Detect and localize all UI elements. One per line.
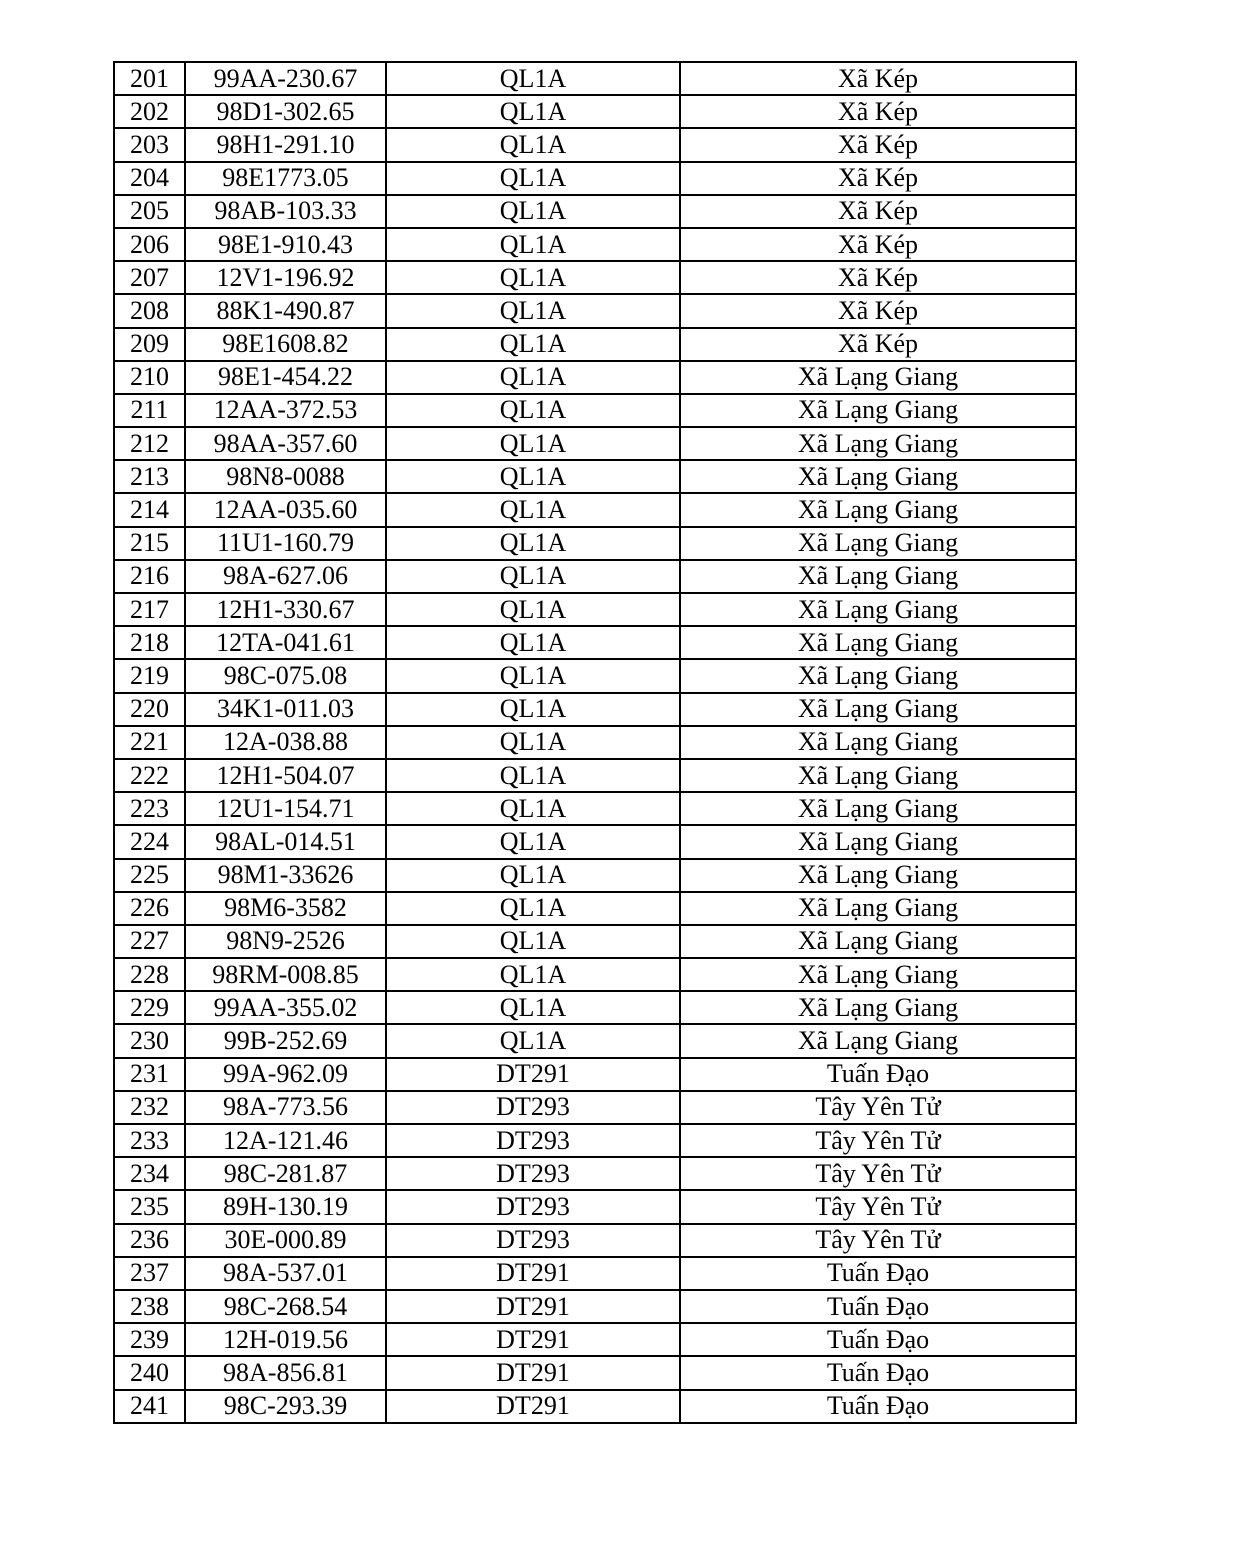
table-row — [114, 195, 1076, 228]
license-plate-cell: 99B-252.69 — [185, 1024, 386, 1057]
table-row — [114, 792, 1076, 825]
row-number-cell: 201 — [114, 62, 185, 95]
row-number-cell: 211 — [114, 394, 185, 427]
location-cell: Tuấn Đạo — [680, 1323, 1076, 1356]
road-cell: QL1A — [386, 958, 680, 991]
location-cell: Xã Kép — [680, 195, 1076, 228]
location-cell: Xã Lạng Giang — [680, 1024, 1076, 1057]
row-number-cell: 218 — [114, 626, 185, 659]
license-plate-cell: 98D1-302.65 — [185, 95, 386, 128]
row-number-cell: 204 — [114, 162, 185, 195]
road-cell: QL1A — [386, 361, 680, 394]
road-cell: QL1A — [386, 527, 680, 560]
table-row — [114, 427, 1076, 460]
location-cell: Xã Lạng Giang — [680, 427, 1076, 460]
location-cell: Xã Lạng Giang — [680, 726, 1076, 759]
row-number-cell: 217 — [114, 593, 185, 626]
row-number-cell: 202 — [114, 95, 185, 128]
license-plate-cell: 98C-268.54 — [185, 1290, 386, 1323]
table-row — [114, 1257, 1076, 1290]
road-cell: QL1A — [386, 892, 680, 925]
road-cell: QL1A — [386, 460, 680, 493]
road-cell: DT293 — [386, 1091, 680, 1124]
row-number-cell: 207 — [114, 261, 185, 294]
table-row — [114, 1190, 1076, 1223]
license-plate-cell: 98AL-014.51 — [185, 825, 386, 858]
table-row — [114, 460, 1076, 493]
row-number-cell: 239 — [114, 1323, 185, 1356]
road-cell: QL1A — [386, 162, 680, 195]
road-cell: QL1A — [386, 228, 680, 261]
row-number-cell: 209 — [114, 328, 185, 361]
location-cell: Xã Kép — [680, 328, 1076, 361]
road-cell: DT291 — [386, 1058, 680, 1091]
road-cell: QL1A — [386, 261, 680, 294]
location-cell: Xã Lạng Giang — [680, 460, 1076, 493]
location-cell: Xã Kép — [680, 128, 1076, 161]
row-number-cell: 215 — [114, 527, 185, 560]
row-number-cell: 225 — [114, 859, 185, 892]
table-row — [114, 493, 1076, 526]
vehicle-record-table — [113, 61, 1077, 1424]
location-cell: Xã Kép — [680, 162, 1076, 195]
row-number-cell: 224 — [114, 825, 185, 858]
table-row — [114, 958, 1076, 991]
road-cell: QL1A — [386, 560, 680, 593]
license-plate-cell: 98C-293.39 — [185, 1390, 386, 1423]
location-cell: Xã Lạng Giang — [680, 659, 1076, 692]
road-cell: QL1A — [386, 759, 680, 792]
row-number-cell: 227 — [114, 925, 185, 958]
road-cell: QL1A — [386, 925, 680, 958]
row-number-cell: 221 — [114, 726, 185, 759]
row-number-cell: 229 — [114, 991, 185, 1024]
road-cell: QL1A — [386, 427, 680, 460]
location-cell: Xã Lạng Giang — [680, 958, 1076, 991]
road-cell: QL1A — [386, 792, 680, 825]
location-cell: Tuấn Đạo — [680, 1290, 1076, 1323]
table-row — [114, 128, 1076, 161]
license-plate-cell: 99A-962.09 — [185, 1058, 386, 1091]
table-row — [114, 1290, 1076, 1323]
table-row — [114, 859, 1076, 892]
table-row — [114, 62, 1076, 95]
road-cell: QL1A — [386, 1024, 680, 1057]
location-cell: Tây Yên Tử — [680, 1224, 1076, 1257]
location-cell: Xã Lạng Giang — [680, 693, 1076, 726]
road-cell: QL1A — [386, 62, 680, 95]
table-row — [114, 693, 1076, 726]
table-row — [114, 1390, 1076, 1423]
license-plate-cell: 98A-537.01 — [185, 1257, 386, 1290]
row-number-cell: 220 — [114, 693, 185, 726]
row-number-cell: 203 — [114, 128, 185, 161]
table-body — [114, 62, 1076, 1423]
license-plate-cell: 98H1-291.10 — [185, 128, 386, 161]
license-plate-cell: 98RM-008.85 — [185, 958, 386, 991]
location-cell: Xã Lạng Giang — [680, 493, 1076, 526]
location-cell: Xã Lạng Giang — [680, 759, 1076, 792]
table-row — [114, 1224, 1076, 1257]
table-row — [114, 162, 1076, 195]
road-cell: QL1A — [386, 95, 680, 128]
table-row — [114, 228, 1076, 261]
location-cell: Xã Lạng Giang — [680, 792, 1076, 825]
location-cell: Xã Lạng Giang — [680, 593, 1076, 626]
row-number-cell: 216 — [114, 560, 185, 593]
license-plate-cell: 12H1-330.67 — [185, 593, 386, 626]
table-row — [114, 527, 1076, 560]
row-number-cell: 230 — [114, 1024, 185, 1057]
road-cell: QL1A — [386, 195, 680, 228]
location-cell: Xã Lạng Giang — [680, 859, 1076, 892]
road-cell: QL1A — [386, 726, 680, 759]
row-number-cell: 206 — [114, 228, 185, 261]
license-plate-cell: 98M1-33626 — [185, 859, 386, 892]
license-plate-cell: 98E1-454.22 — [185, 361, 386, 394]
location-cell: Tuấn Đạo — [680, 1356, 1076, 1389]
row-number-cell: 241 — [114, 1390, 185, 1423]
table-row — [114, 261, 1076, 294]
license-plate-cell: 11U1-160.79 — [185, 527, 386, 560]
table-row — [114, 892, 1076, 925]
row-number-cell: 222 — [114, 759, 185, 792]
location-cell: Tuấn Đạo — [680, 1390, 1076, 1423]
row-number-cell: 223 — [114, 792, 185, 825]
road-cell: DT293 — [386, 1124, 680, 1157]
license-plate-cell: 98E1773.05 — [185, 162, 386, 195]
row-number-cell: 238 — [114, 1290, 185, 1323]
license-plate-cell: 98N8-0088 — [185, 460, 386, 493]
license-plate-cell: 99AA-230.67 — [185, 62, 386, 95]
row-number-cell: 235 — [114, 1190, 185, 1223]
table-row — [114, 726, 1076, 759]
location-cell: Tây Yên Tử — [680, 1157, 1076, 1190]
table-row — [114, 1124, 1076, 1157]
location-cell: Tây Yên Tử — [680, 1091, 1076, 1124]
road-cell: DT291 — [386, 1356, 680, 1389]
table-row — [114, 560, 1076, 593]
location-cell: Xã Lạng Giang — [680, 626, 1076, 659]
road-cell: QL1A — [386, 825, 680, 858]
row-number-cell: 232 — [114, 1091, 185, 1124]
table-row — [114, 394, 1076, 427]
license-plate-cell: 30E-000.89 — [185, 1224, 386, 1257]
location-cell: Tuấn Đạo — [680, 1257, 1076, 1290]
row-number-cell: 231 — [114, 1058, 185, 1091]
table-row — [114, 328, 1076, 361]
license-plate-cell: 98A-773.56 — [185, 1091, 386, 1124]
table-row — [114, 1356, 1076, 1389]
license-plate-cell: 12H-019.56 — [185, 1323, 386, 1356]
license-plate-cell: 98E1608.82 — [185, 328, 386, 361]
license-plate-cell: 98E1-910.43 — [185, 228, 386, 261]
row-number-cell: 205 — [114, 195, 185, 228]
row-number-cell: 208 — [114, 294, 185, 327]
license-plate-cell: 12U1-154.71 — [185, 792, 386, 825]
road-cell: QL1A — [386, 394, 680, 427]
table-row — [114, 361, 1076, 394]
row-number-cell: 236 — [114, 1224, 185, 1257]
row-number-cell: 237 — [114, 1257, 185, 1290]
road-cell: QL1A — [386, 294, 680, 327]
table-row — [114, 1157, 1076, 1190]
license-plate-cell: 98A-856.81 — [185, 1356, 386, 1389]
road-cell: DT293 — [386, 1190, 680, 1223]
license-plate-cell: 12TA-041.61 — [185, 626, 386, 659]
location-cell: Tây Yên Tử — [680, 1190, 1076, 1223]
row-number-cell: 210 — [114, 361, 185, 394]
license-plate-cell: 12AA-372.53 — [185, 394, 386, 427]
road-cell: DT291 — [386, 1290, 680, 1323]
table-row — [114, 593, 1076, 626]
license-plate-cell: 34K1-011.03 — [185, 693, 386, 726]
row-number-cell: 214 — [114, 493, 185, 526]
location-cell: Xã Kép — [680, 62, 1076, 95]
location-cell: Xã Lạng Giang — [680, 394, 1076, 427]
road-cell: QL1A — [386, 659, 680, 692]
road-cell: QL1A — [386, 493, 680, 526]
license-plate-cell: 98AA-357.60 — [185, 427, 386, 460]
table-row — [114, 759, 1076, 792]
road-cell: QL1A — [386, 991, 680, 1024]
location-cell: Tây Yên Tử — [680, 1124, 1076, 1157]
road-cell: QL1A — [386, 626, 680, 659]
license-plate-cell: 99AA-355.02 — [185, 991, 386, 1024]
license-plate-cell: 89H-130.19 — [185, 1190, 386, 1223]
table-row — [114, 1058, 1076, 1091]
table-row — [114, 294, 1076, 327]
location-cell: Xã Lạng Giang — [680, 825, 1076, 858]
road-cell: DT291 — [386, 1257, 680, 1290]
license-plate-cell: 98M6-3582 — [185, 892, 386, 925]
location-cell: Xã Lạng Giang — [680, 527, 1076, 560]
table-row — [114, 1091, 1076, 1124]
license-plate-cell: 12AA-035.60 — [185, 493, 386, 526]
row-number-cell: 226 — [114, 892, 185, 925]
row-number-cell: 213 — [114, 460, 185, 493]
license-plate-cell: 12A-121.46 — [185, 1124, 386, 1157]
license-plate-cell: 88K1-490.87 — [185, 294, 386, 327]
table-row — [114, 95, 1076, 128]
location-cell: Xã Kép — [680, 294, 1076, 327]
table-row — [114, 1323, 1076, 1356]
license-plate-cell: 98C-075.08 — [185, 659, 386, 692]
table-row — [114, 659, 1076, 692]
table-row — [114, 825, 1076, 858]
road-cell: QL1A — [386, 328, 680, 361]
row-number-cell: 233 — [114, 1124, 185, 1157]
license-plate-cell: 98C-281.87 — [185, 1157, 386, 1190]
road-cell: QL1A — [386, 859, 680, 892]
road-cell: QL1A — [386, 128, 680, 161]
license-plate-cell: 98AB-103.33 — [185, 195, 386, 228]
location-cell: Xã Kép — [680, 228, 1076, 261]
location-cell: Xã Lạng Giang — [680, 560, 1076, 593]
row-number-cell: 212 — [114, 427, 185, 460]
road-cell: QL1A — [386, 693, 680, 726]
road-cell: DT291 — [386, 1323, 680, 1356]
license-plate-cell: 12A-038.88 — [185, 726, 386, 759]
row-number-cell: 219 — [114, 659, 185, 692]
location-cell: Xã Lạng Giang — [680, 925, 1076, 958]
table-row — [114, 925, 1076, 958]
location-cell: Xã Lạng Giang — [680, 991, 1076, 1024]
row-number-cell: 228 — [114, 958, 185, 991]
location-cell: Tuấn Đạo — [680, 1058, 1076, 1091]
road-cell: DT293 — [386, 1157, 680, 1190]
table-row — [114, 1024, 1076, 1057]
table-row — [114, 626, 1076, 659]
location-cell: Xã Kép — [680, 261, 1076, 294]
license-plate-cell: 98N9-2526 — [185, 925, 386, 958]
license-plate-cell: 12V1-196.92 — [185, 261, 386, 294]
row-number-cell: 240 — [114, 1356, 185, 1389]
license-plate-cell: 98A-627.06 — [185, 560, 386, 593]
license-plate-cell: 12H1-504.07 — [185, 759, 386, 792]
location-cell: Xã Lạng Giang — [680, 892, 1076, 925]
row-number-cell: 234 — [114, 1157, 185, 1190]
road-cell: DT291 — [386, 1390, 680, 1423]
table-row — [114, 991, 1076, 1024]
road-cell: QL1A — [386, 593, 680, 626]
road-cell: DT293 — [386, 1224, 680, 1257]
location-cell: Xã Kép — [680, 95, 1076, 128]
location-cell: Xã Lạng Giang — [680, 361, 1076, 394]
